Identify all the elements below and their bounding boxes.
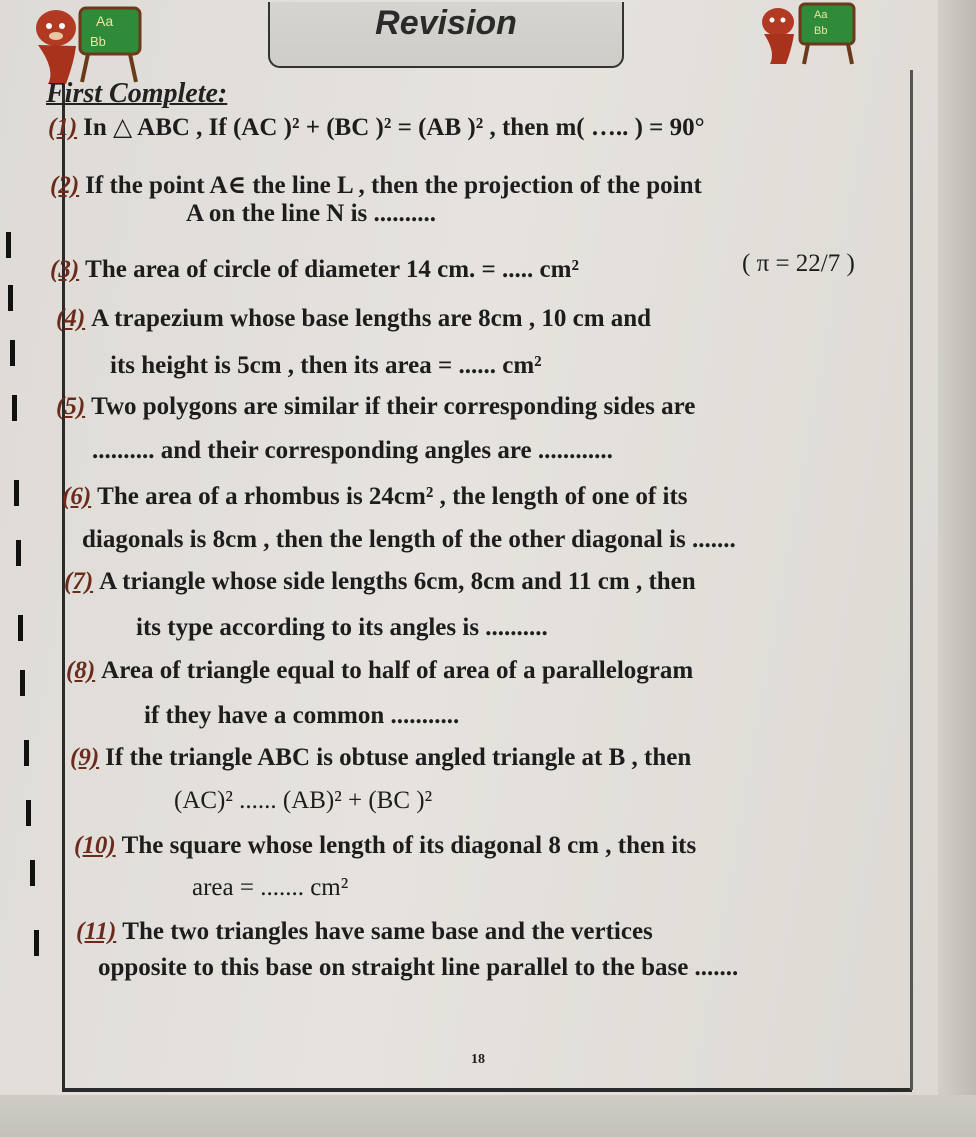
- question-number: (6): [62, 483, 92, 510]
- question-1: [48, 112, 705, 142]
- question-number: (2): [50, 172, 80, 199]
- question-5-cont: .......... and their corresponding angles are ............: [92, 437, 613, 464]
- section-heading: First Complete:: [46, 78, 228, 109]
- mascot-left-aa: Aa: [96, 13, 114, 29]
- question-10: [74, 832, 696, 860]
- question-number: (3): [50, 256, 80, 283]
- question-9: [70, 744, 691, 772]
- question-9-cont: (AC)² ...... (AB)² + (BC )²: [174, 787, 433, 814]
- question-6-cont: diagonals is 8cm , then the length of the other diagonal is .......: [82, 526, 736, 553]
- mascot-right-aa: Aa: [814, 9, 828, 21]
- question-number: (11): [76, 918, 117, 945]
- pi-note: ( π = 22/7 ): [742, 250, 855, 277]
- question-11: [76, 918, 653, 946]
- question-text: A trapezium whose base lengths are 8cm , 10 cm and: [91, 305, 652, 332]
- question-text: Two polygons are similar if their corresponding sides are: [91, 393, 696, 420]
- question-text: If the point A∈ the line L , then the projection of the point: [85, 172, 702, 199]
- question-2: [50, 170, 702, 200]
- mascot-right-bb: Bb: [814, 25, 828, 37]
- question-number: (7): [64, 568, 94, 595]
- mascot-left-bb: Bb: [90, 34, 106, 49]
- page-bottom: [0, 1095, 976, 1137]
- title-banner: [268, 2, 624, 68]
- question-text: Area of triangle equal to half of area of a parallelogram: [101, 657, 694, 684]
- question-number: (5): [56, 393, 86, 420]
- question-text: The square whose length of its diagonal 8 cm , then its: [121, 832, 697, 859]
- page-title: Revision: [375, 3, 517, 42]
- question-6: [62, 483, 688, 511]
- question-4-cont: its height is 5cm , then its area = ...... cm²: [110, 352, 542, 379]
- question-text: A triangle whose side lengths 6cm, 8cm and 11 cm , then: [99, 568, 696, 595]
- question-text: The two triangles have same base and the vertices: [122, 918, 653, 945]
- question-number: (1): [48, 114, 78, 141]
- question-text: If the triangle ABC is obtuse angled triangle at B , then: [105, 744, 692, 771]
- question-number: (4): [56, 305, 86, 332]
- question-5: [56, 393, 695, 421]
- question-3: [50, 256, 579, 284]
- question-text: The area of a rhombus is 24cm² , the length of one of its: [97, 483, 688, 510]
- question-number: (9): [70, 744, 100, 771]
- question-8-cont: if they have a common ...........: [144, 702, 460, 729]
- frame-right-border: [910, 70, 913, 1090]
- question-10-cont: area = ....... cm²: [192, 874, 349, 901]
- question-text: In △ ABC , If (AC )² + (BC )² = (AB )² , then m( ….. ) = 90°: [83, 114, 705, 141]
- question-2-cont: A on the line N is ..........: [186, 200, 437, 227]
- question-number: (10): [74, 832, 116, 859]
- page-edge: [938, 0, 976, 1137]
- question-11-cont: opposite to this base on straight line parallel to the base .......: [98, 954, 739, 981]
- question-text: The area of circle of diameter 14 cm. = ..... cm²: [85, 256, 579, 283]
- question-7-cont: its type according to its angles is ..........: [136, 614, 548, 641]
- question-8: [66, 657, 693, 685]
- question-number: (8): [66, 657, 96, 684]
- mascot-left-icon: [18, 0, 148, 86]
- question-4: [56, 305, 651, 333]
- question-7: [64, 568, 696, 596]
- page-number: 18: [471, 1052, 485, 1067]
- mascot-right-icon: [752, 0, 872, 66]
